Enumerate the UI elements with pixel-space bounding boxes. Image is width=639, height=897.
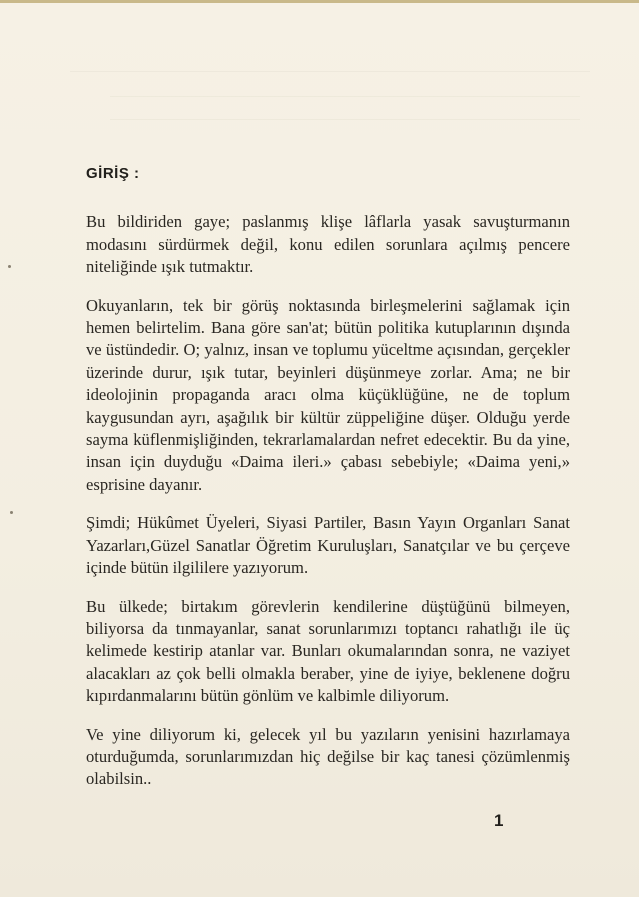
section-heading: GİRİŞ : xyxy=(86,165,140,182)
paragraph: Şimdi; Hükûmet Üyeleri, Siyasi Partiler, Basın Yayın Organları Sanat Yazarları,Güzel Sanatlar Öğretim Kuruluşları, Sanatçılar ve bu çerçeve içinde bütün ilgililere yazıyorum. xyxy=(86,513,570,578)
page-number: 1 xyxy=(494,811,504,830)
paragraph: Bu bildiriden gaye; paslanmış klişe lâflarla yasak savuşturmanın modasını sürdürmek değil, konu edilen sorunlara açılmış pencere niteliğinde ışık tutmaktır. xyxy=(86,212,570,277)
paragraph: Bu ülkede; birtakım görevlerin kendilerine düştüğünü bilmeyen, biliyorsa da tınmayanlar, sanat sorunlarımızı toptancı rahatlığı ile üç kelimede kestirip atanlar var. Bunları okumalarından sonra, ne vaziyet alacakları az çok belli olmakla beraber, yine de iyiye, beklenene doğru kıpırdanmalarını bütün gönlüm ve kalbimle diliyorum. xyxy=(86,596,570,706)
margin-speck xyxy=(10,511,13,514)
page-body xyxy=(86,163,570,807)
margin-speck xyxy=(8,265,11,268)
show-through-text xyxy=(60,61,600,120)
paragraph: Ve yine diliyorum ki, gelecek yıl bu yazıların yenisini hazırlamaya oturduğumda, sorunlarımızdan hiç değilse bir kaç tanesi çözümlenmiş olabilsin.. xyxy=(86,724,570,789)
paragraph: Okuyanların, tek bir görüş noktasında birleşmelerini sağlamak için hemen belirtelim. Bana göre san'at; bütün politika kutuplarının dışında ve üstündedir. O; yalnız, insan ve toplumu yüceltme açısından, gerçekler üzerinde durur, ışık tutar, beyinleri düşünmeye zorlar. Ama; ne bir ideolojinin propaganda aracı olma küçüklüğüne, ne de toplum kaygusundan ayrı, aşağılık bir kültür züppeliğine düşer. Olduğu yerde sayma küflenmişliğinden, tekrarlamalardan nefret edecektir. Bu da yine, insan için duyduğu «Daima ileri.» çabası sebebiyle; «Daima yeni,» esprisine dayanır. xyxy=(86,295,570,494)
